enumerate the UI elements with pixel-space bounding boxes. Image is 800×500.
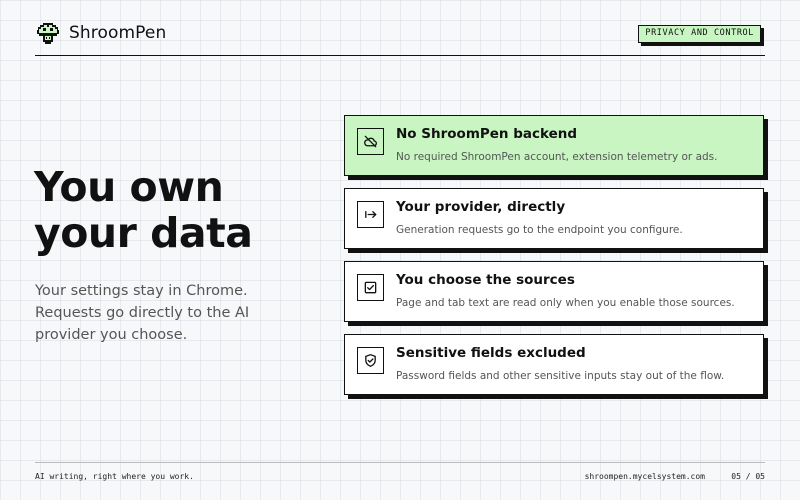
card-title: Sensitive fields excluded xyxy=(396,345,586,361)
section-badge: PRIVACY AND CONTROL xyxy=(638,25,761,43)
arrow-right-icon xyxy=(357,201,384,228)
card-description: Page and tab text are read only when you enable those sources. xyxy=(396,297,735,309)
card-title: No ShroomPen backend xyxy=(396,126,578,142)
hero-title-line-2: your data xyxy=(34,209,253,257)
brand-name: ShroomPen xyxy=(69,23,167,43)
footer-tagline: AI writing, right where you work. xyxy=(35,472,194,481)
footer-url-link[interactable]: shroompen.mycelsystem.com xyxy=(584,472,705,481)
card-description: Password fields and other sensitive inputs stay out of the flow. xyxy=(396,370,725,382)
feature-card-sources xyxy=(344,261,764,322)
card-title: You choose the sources xyxy=(396,272,575,288)
page-footer xyxy=(35,462,765,492)
card-description: No required ShroomPen account, extension telemetry or ads. xyxy=(396,151,718,163)
feature-card-no-backend xyxy=(344,115,764,176)
card-description: Generation requests go to the endpoint you configure. xyxy=(396,224,683,236)
feature-card-provider xyxy=(344,188,764,249)
hero-title xyxy=(34,164,252,256)
feature-card-list xyxy=(344,115,764,407)
page-number: 05 / 05 xyxy=(731,472,765,481)
hero-subtitle: Your settings stay in Chrome. Requests go directly to the AI provider you choose. xyxy=(35,283,250,343)
brand-logo[interactable] xyxy=(35,20,166,46)
checkbox-icon xyxy=(357,274,384,301)
feature-card-sensitive xyxy=(344,334,764,395)
shield-check-icon xyxy=(357,347,384,374)
cloud-off-icon xyxy=(357,128,384,155)
page-header xyxy=(35,18,765,56)
hero-title-line-1: You own xyxy=(34,163,224,211)
card-title: Your provider, directly xyxy=(396,199,566,215)
mushroom-icon xyxy=(35,20,61,46)
